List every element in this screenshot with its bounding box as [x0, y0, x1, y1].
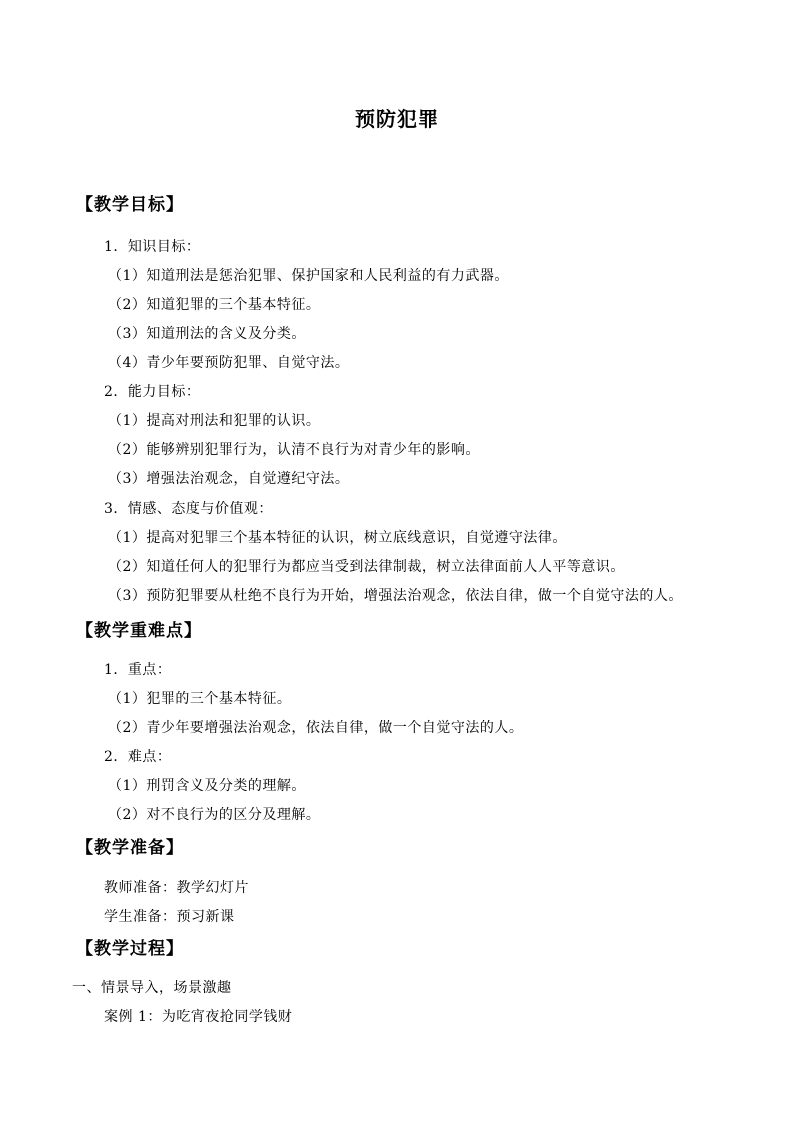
- objectives-line: （1）提高对犯罪三个基本特征的认识，树立底线意识，自觉遵守法律。: [108, 530, 567, 546]
- objectives-line: （3）增强法治观念，自觉遵纪守法。: [108, 471, 350, 487]
- process-line: 案例 1：为吃宵夜抢同学钱财: [104, 1009, 293, 1025]
- section-heading-key-points: 【教学重难点】: [76, 621, 202, 641]
- key-points-line: （2）青少年要增强法治观念，依法自律，做一个自觉守法的人。: [108, 720, 524, 736]
- objectives-line: 2．能力目标：: [104, 384, 201, 400]
- objectives-line: 3．情感、态度与价值观：: [104, 501, 273, 517]
- preparation-line: 教师准备：教学幻灯片: [104, 880, 249, 896]
- objectives-line: （3）预防犯罪要从杜绝不良行为开始，增强法治观念，依法自律，做一个自觉守法的人。: [108, 588, 683, 604]
- objectives-line: （3）知道刑法的含义及分类。: [108, 326, 306, 342]
- section-heading-process: 【教学过程】: [76, 939, 184, 959]
- document-title: 预防犯罪: [355, 107, 439, 131]
- objectives-line: （2）能够辨别犯罪行为，认清不良行为对青少年的影响。: [108, 442, 480, 458]
- process-line: 一、情景导入，场景激趣: [72, 980, 232, 996]
- objectives-line: （4）青少年要预防犯罪、自觉守法。: [108, 355, 350, 371]
- objectives-line: 1．知识目标：: [104, 239, 201, 255]
- objectives-line: （2）知道犯罪的三个基本特征。: [108, 297, 321, 313]
- key-points-line: （1）刑罚含义及分类的理解。: [108, 778, 306, 794]
- objectives-line: （1）知道刑法是惩治犯罪、保护国家和人民利益的有力武器。: [108, 268, 509, 284]
- key-points-line: （2）对不良行为的区分及理解。: [108, 807, 321, 823]
- preparation-line: 学生准备：预习新课: [104, 909, 235, 925]
- section-heading-objectives: 【教学目标】: [76, 195, 184, 215]
- section-heading-preparation: 【教学准备】: [76, 838, 184, 858]
- objectives-line: （1）提高对刑法和犯罪的认识。: [108, 413, 321, 429]
- key-points-line: 1．重点：: [104, 662, 172, 678]
- key-points-line: 2．难点：: [104, 749, 172, 765]
- objectives-line: （2）知道任何人的犯罪行为都应当受到法律制裁，树立法律面前人人平等意识。: [108, 559, 625, 575]
- key-points-line: （1）犯罪的三个基本特征。: [108, 691, 292, 707]
